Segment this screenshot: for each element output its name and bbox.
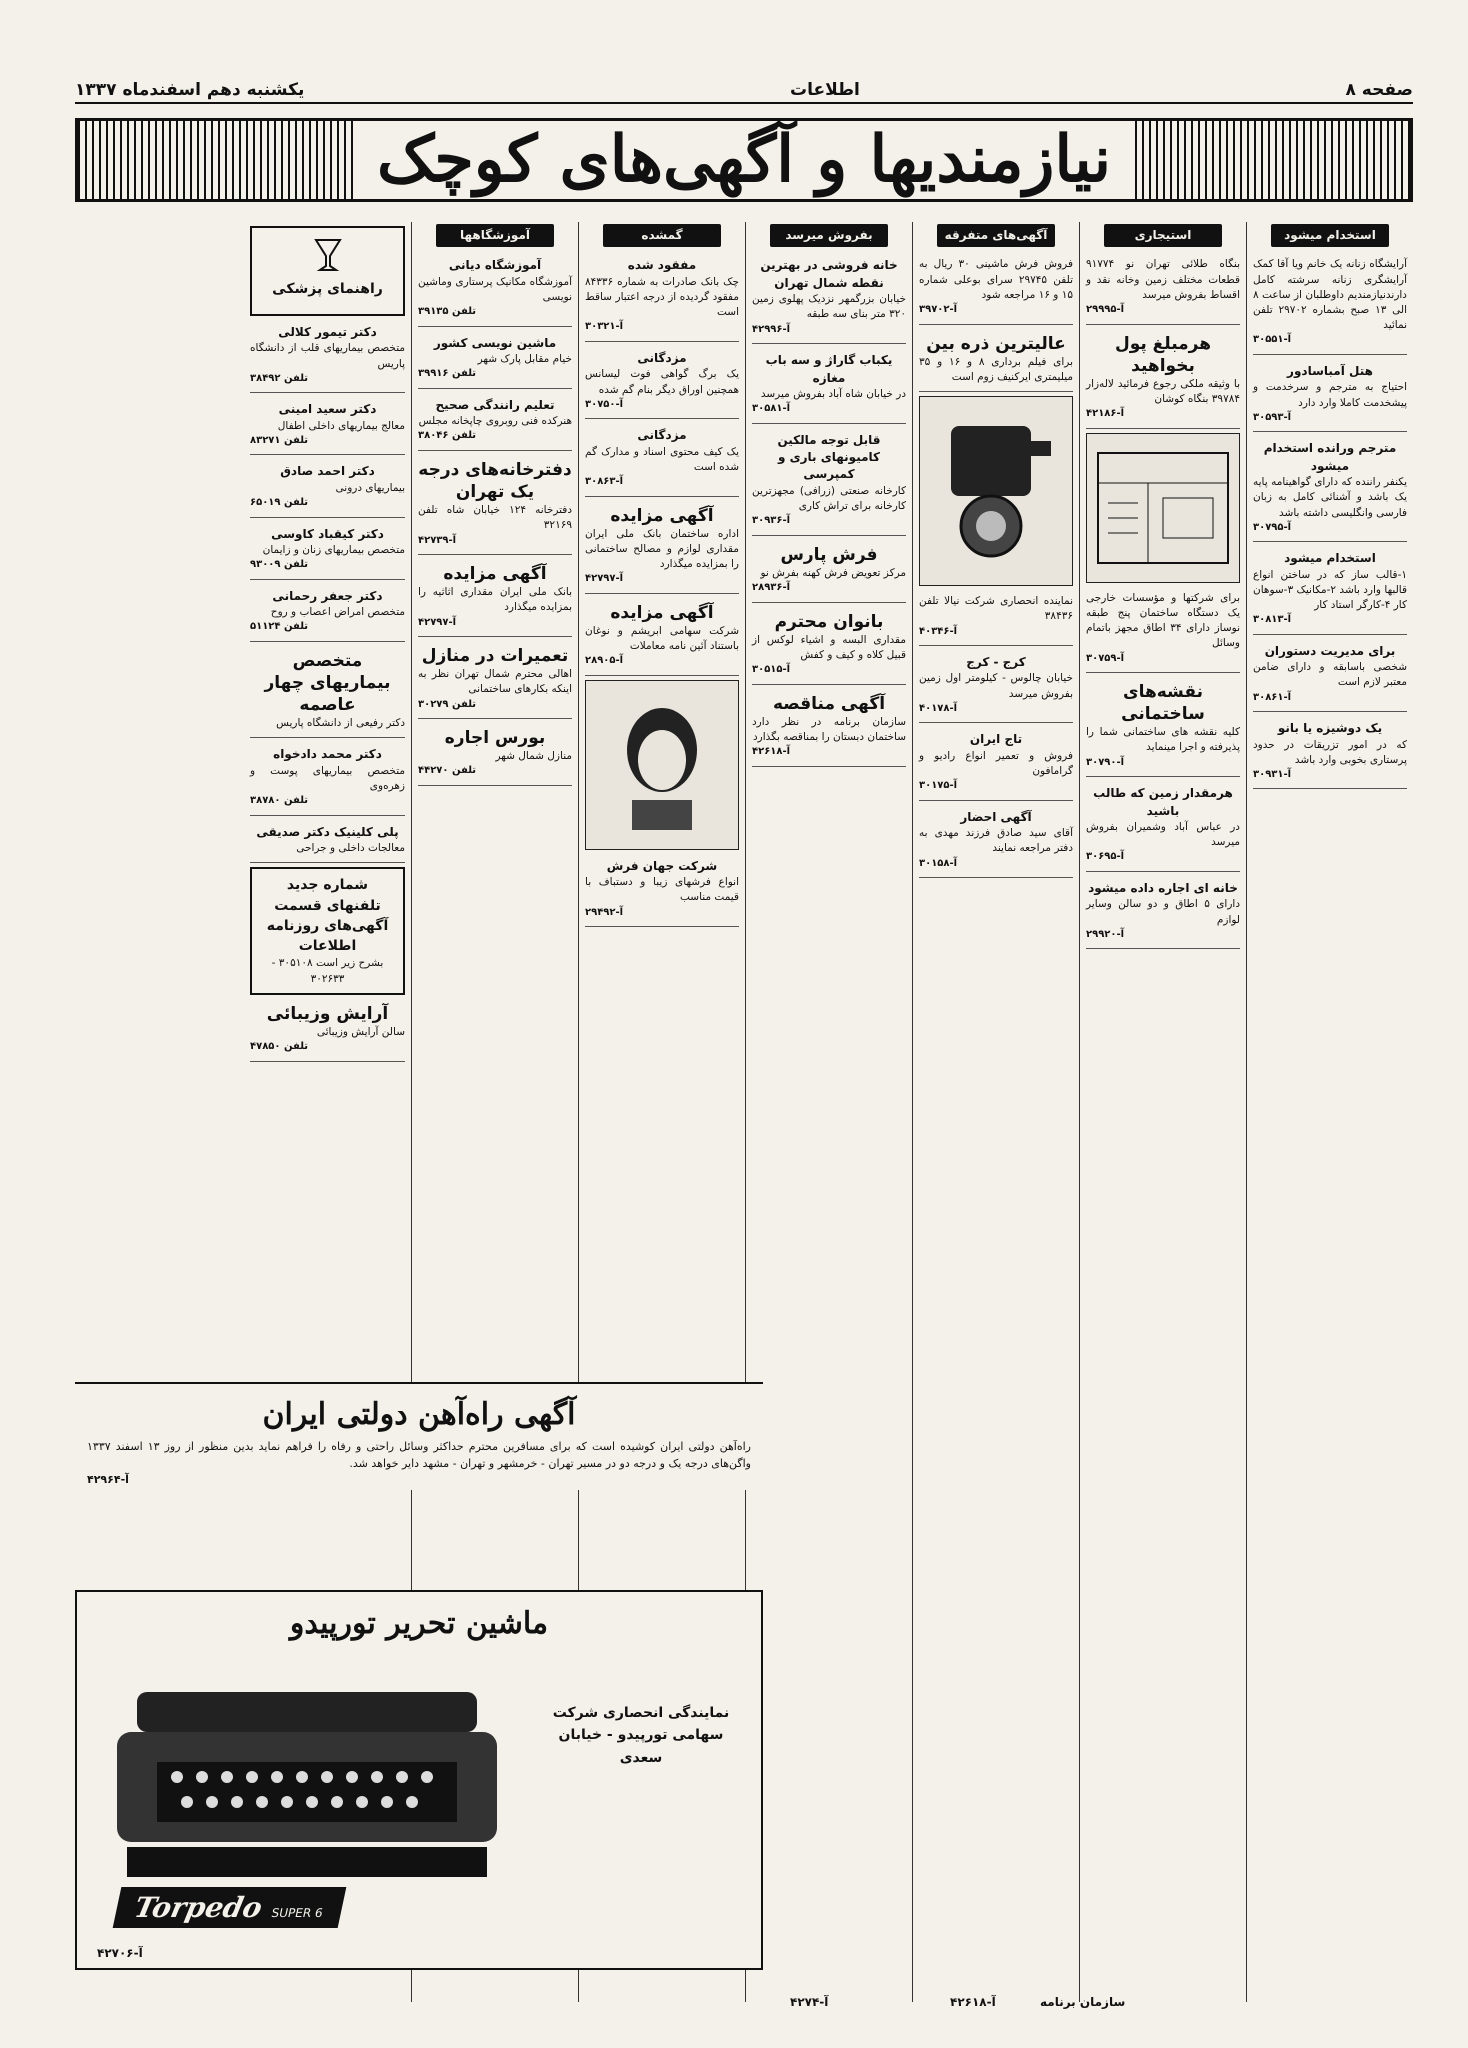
issue-date: یکشنبه دهم اسفندماه ۱۳۳۷ bbox=[75, 80, 305, 100]
section-header-education: آموزشگاهها bbox=[436, 224, 554, 247]
section-header-employment: استخدام میشود bbox=[1271, 224, 1389, 247]
masthead-title: نیازمندیها و آگهی‌های کوچک bbox=[353, 121, 1135, 199]
classified-ad: آرایش وزیبائی سالن آرایش وزیبائی تلفن ۴۷۸۵۰ bbox=[250, 999, 405, 1062]
classified-ad: برای مدیریت دستوران شخصی باسابقه و دارای ضامن معتبر لازم است آ-۳۰۸۶۱ bbox=[1253, 639, 1407, 712]
classified-ad: هتل آمباسادور احتیاج به مترجم و سرخدمت و پیشخدمت کاملا وارد دارد آ-۳۰۵۹۳ bbox=[1253, 359, 1407, 432]
classified-ad: دفترخانه‌های درجه یک تهران دفترخانه ۱۲۴ خیابان شاه تلفن ۳۲۱۶۹ آ-۴۲۷۳۹ bbox=[418, 455, 572, 555]
classified-ad: آگهی مناقصه سازمان برنامه در نظر دارد ساختمان دبستان را بمناقصه بگذارد آ-۴۲۶۱۸ bbox=[752, 689, 906, 767]
classified-ad: بانوان محترم مقداری البسه و اشیاء لوکس از قبیل کلاه و کیف و کفش آ-۳۰۵۱۵ bbox=[752, 607, 906, 685]
paper-name: اطلاعات bbox=[790, 80, 860, 100]
building-plans-illustration bbox=[1086, 433, 1240, 583]
classified-ad: استخدام میشود ۱-قالب ساز که در ساختن انواع قالبها وارد باشد ۲-مکانیک ۳-سوهان کار ۴-کارگر استاد کار آ-۳۰۸۱۳ bbox=[1253, 546, 1407, 635]
classified-ad: آگهی مزایده بانک ملی ایران مقداری اثاثیه را بمزایده میگذارد آ-۴۲۷۹۷ bbox=[418, 559, 572, 637]
portrait-icon bbox=[602, 690, 722, 840]
section-header-misc: آگهی‌های متفرقه bbox=[937, 224, 1055, 247]
classified-ad: دکتر احمد صادق بیماریهای درونی تلفن ۶۵۰۱۹ bbox=[250, 459, 405, 517]
classified-ad: مفقود شده چک بانک صادرات به شماره ۸۴۳۳۶ مفقود گردیده از درجه اعتبار ساقط است آ-۳۰۳۲۱ bbox=[585, 253, 739, 342]
camera-icon bbox=[926, 406, 1066, 576]
section-header-rentals: استیجاری bbox=[1104, 224, 1222, 247]
classified-ad: آرایشگاه زنانه یک خانم ویا آقا کمک آرایشگری زنانه سرشته کامل دارندنیازمندیم داوطلبان از ساعت ۸ الی ۱۳ صبح بشماره ۲۹۷۰۲ تلفن نمائید آ-۳۰۵۵۱ bbox=[1253, 253, 1407, 355]
medical-guide-banner: راهنمای پزشکی bbox=[250, 226, 405, 316]
classified-ad: مزدگانی یک برگ گواهی فوت لیسانس همچنین اوراق دیگر بنام گم شده آ-۳۰۷۵۰ bbox=[585, 346, 739, 419]
railway-ad-body: راه‌آهن دولتی ایران کوشیده است که برای مسافرین محترم حداکثر وسائل راحتی و رفاه را فراهم نماید بدین منظور از روز ۱۳ اسفند ۱۳۳۷ واگن‌های درجه یک و درجه دو در مسیر تهران - خرمشهر و تهران - مشهد دایر خواهد شد. bbox=[87, 1440, 751, 1470]
page-number: صفحه ۸ bbox=[1345, 80, 1413, 100]
classified-ad: ماشین نویسی کشور خیام مقابل پارک شهر تلفن ۳۹۹۱۶ bbox=[418, 331, 572, 389]
classified-ad: تعلیم رانندگی صحیح هنرکده فنی روبروی چاپخانه مجلس تلفن ۳۸۰۴۶ bbox=[418, 393, 572, 451]
medical-cup-icon bbox=[308, 234, 348, 274]
classifieds-masthead bbox=[75, 118, 1413, 202]
classified-ad: بورس اجاره منازل شمال شهر تلفن ۴۴۲۷۰ bbox=[418, 723, 572, 786]
classified-ad: متخصص بیماریهای چهار عاصمه دکتر رفیعی از دانشگاه پاریس bbox=[250, 646, 405, 739]
column-misc bbox=[912, 222, 1079, 2002]
classified-ad: دکتر سعید امینی معالج بیماریهای داخلی اطفال تلفن ۸۳۲۷۱ bbox=[250, 397, 405, 455]
classified-ad: آگهی مزایده اداره ساختمان بانک ملی ایران مقداری لوازم و مصالح ساختمانی را بمزایده میگذارد آ-۴۲۷۹۷ bbox=[585, 501, 739, 594]
classified-ad: آگهی مزایده شرکت سهامی ابریشم و نوغان باستناد آئین نامه معاملات آ-۲۸۹۰۵ bbox=[585, 598, 739, 676]
classified-ad: آگهی احضار آقای سید صادق فرزند مهدی به دفتر مراجعه نمایند آ-۳۰۱۵۸ bbox=[919, 805, 1073, 878]
woman-portrait-illustration bbox=[585, 680, 739, 850]
classified-ad: نقشه‌های ساختمانی کلیه نقشه های ساختمانی شما را پذیرفته و اجرا مینماید آ-۳۰۷۹۰ bbox=[1086, 677, 1240, 777]
column-sales bbox=[745, 222, 912, 2002]
typewriter-ref: آ-۴۲۷۰۶ bbox=[97, 1946, 143, 1960]
classified-ad: خانه فروشی در بهترین نقطه شمال تهران خیابان بزرگمهر نزدیک پهلوی زمین ۳۲۰ متر بنای سه طبقه آ-۴۲۹۹۶ bbox=[752, 253, 906, 344]
classified-ad: بنگاه طلائی تهران نو ۹۱۷۷۴ قطعات مختلف زمین وخانه نقد و اقساط بفروش میرسد آ-۲۹۹۹۵ bbox=[1086, 253, 1240, 324]
railway-ad-title: آگهی راه‌آهن دولتی ایران bbox=[262, 1397, 576, 1432]
classified-ad: هرمبلغ پول بخواهید با وثیقه ملکی رجوع فرمائید لاله‌زار ۳۹۷۸۴ بنگاه کوشان آ-۴۲۱۸۶ bbox=[1086, 329, 1240, 429]
classified-ad: تعمیرات در منازل اهالی محترم شمال تهران نظر به اینکه بکارهای ساختمانی تلفن ۳۰۲۷۹ bbox=[418, 641, 572, 719]
bottom-ref-1: آ-۴۲۷۴ bbox=[790, 1995, 829, 2009]
phone-numbers-box: شماره جدید تلفنهای قسمت آگهی‌های روزنامه اطلاعات بشرح زیر است ۳۰۵۱۰۸ - ۳۰۲۶۳۳ bbox=[250, 867, 405, 995]
classified-ad: یک دوشیزه یا بانو که در امور تزریقات در حدود پرستاری بخوبی وارد باشد آ-۳۰۹۳۱ bbox=[1253, 716, 1407, 789]
classified-ad: قابل توجه مالکین کامیونهای باری و کمپرسی کارخانه صنعتی (زرافی) مجهزترین کارخانه برای تراش کاری آ-۳۰۹۳۶ bbox=[752, 428, 906, 536]
railway-ad-ref: آ-۴۲۹۶۴ bbox=[87, 1473, 129, 1486]
column-rentals bbox=[1079, 222, 1246, 2002]
classified-ad: فرش پارس مرکز تعویض فرش کهنه بفرش نو آ-۲۸۹۳۶ bbox=[752, 540, 906, 603]
classified-ad: کرج - کرج خیابان چالوس - کیلومتر اول زمین بفروش میرسد آ-۴۰۱۷۸ bbox=[919, 650, 1073, 723]
classified-ad: آموزشگاه دیانی آموزشگاه مکانیک پرستاری وماشین نویسی تلفن ۳۹۱۳۵ bbox=[418, 253, 572, 326]
typewriter-dealer: نمایندگی انحصاری شرکت سهامی تورپیدو - خیابان سعدی bbox=[552, 1705, 730, 1766]
bottom-ref-2: آ-۴۲۶۱۸ bbox=[950, 1995, 996, 2009]
classified-ad: برای شرکتها و مؤسسات خارجی یک دستگاه ساختمان پنج طبقه نوساز دارای ۳۴ اطاق مجهز باتمام وسائل آ-۳۰۷۵۹ bbox=[1086, 587, 1240, 673]
classified-ad: یکباب گاراژ و سه باب مغازه در خیابان شاه آباد بفروش میرسد آ-۳۰۵۸۱ bbox=[752, 348, 906, 424]
classified-ad: دکتر کیقباد کاوسی متخصص بیماریهای زنان و زایمان تلفن ۹۳۰۰۹ bbox=[250, 522, 405, 580]
classified-ad: تاج ایران فروش و تعمیر انواع رادیو و گرامافون آ-۳۰۱۷۵ bbox=[919, 727, 1073, 800]
classified-ad: هرمقدار زمین که طالب باشید در عباس آباد وشمیران بفروش میرسد آ-۳۰۶۹۵ bbox=[1086, 781, 1240, 872]
column-employment bbox=[1246, 222, 1413, 2002]
page-header bbox=[75, 78, 1413, 104]
section-header-lost: گمشده bbox=[603, 224, 721, 247]
classified-ad: مزدگانی یک کیف محتوی اسناد و مدارک گم شده است آ-۳۰۸۶۳ bbox=[585, 423, 739, 496]
classified-ad: فروش فرش ماشینی ۳۰ ریال به تلفن ۲۹۷۴۵ سرای بوعلی شماره ۱۵ و ۱۶ مراجعه شود آ-۳۹۷۰۲ bbox=[919, 253, 1073, 324]
classified-ad: مترجم ورانده استخدام میشود یکنفر راننده که دارای گواهینامه پایه یک باشد و آشنائی کامل به زبان فارسی وانگلیسی داشته باشد آ-۳۰۷۹۵ bbox=[1253, 436, 1407, 542]
typewriter-illustration bbox=[97, 1672, 517, 1902]
classified-ad: پلی کلینیک دکتر صدیقی معالجات داخلی و جراحی bbox=[250, 820, 405, 864]
classified-ad: دکتر جعفر رحمانی متخصص امراض اعصاب و روح تلفن ۵۱۱۲۴ bbox=[250, 584, 405, 642]
torpedo-logo: Torpedo SUPER 6 bbox=[113, 1887, 347, 1928]
classified-ad: شرکت جهان فرش انواع فرشهای زیبا و دستباف با قیمت مناسب آ-۲۹۴۹۲ bbox=[585, 854, 739, 927]
classified-ad: خانه ای اجاره داده میشود دارای ۵ اطاق و دو سالن وسایر لوازم آ-۲۹۹۲۰ bbox=[1086, 876, 1240, 949]
classified-ad: عالیترین ذره بین برای فیلم برداری ۸ و ۱۶ و ۳۵ میلیمتری ایرکنیف زوم است bbox=[919, 329, 1073, 393]
bottom-ref-3: سازمان برنامه bbox=[1040, 1995, 1126, 2009]
typewriter-headline: ماشین تحریر تورپیدو bbox=[289, 1606, 549, 1641]
movie-camera-illustration bbox=[919, 396, 1073, 586]
classified-ad: دکتر تیمور کلالی متخصص بیماریهای قلب از دانشگاه پاریس تلفن ۳۸۴۹۲ bbox=[250, 320, 405, 393]
typewriter-ad bbox=[75, 1590, 763, 1970]
section-header-sales: بفروش میرسد bbox=[770, 224, 888, 247]
classified-ad: دکتر محمد دادخواه متخصص بیماریهای پوست و زهره‌وی تلفن ۳۸۷۸۰ bbox=[250, 742, 405, 815]
classified-ad: نماینده انحصاری شرکت نیالا تلفن ۳۸۴۳۶ آ-۴۰۳۴۶ bbox=[919, 590, 1073, 646]
railway-ad bbox=[75, 1382, 763, 1490]
blueprint-icon bbox=[1088, 443, 1238, 573]
